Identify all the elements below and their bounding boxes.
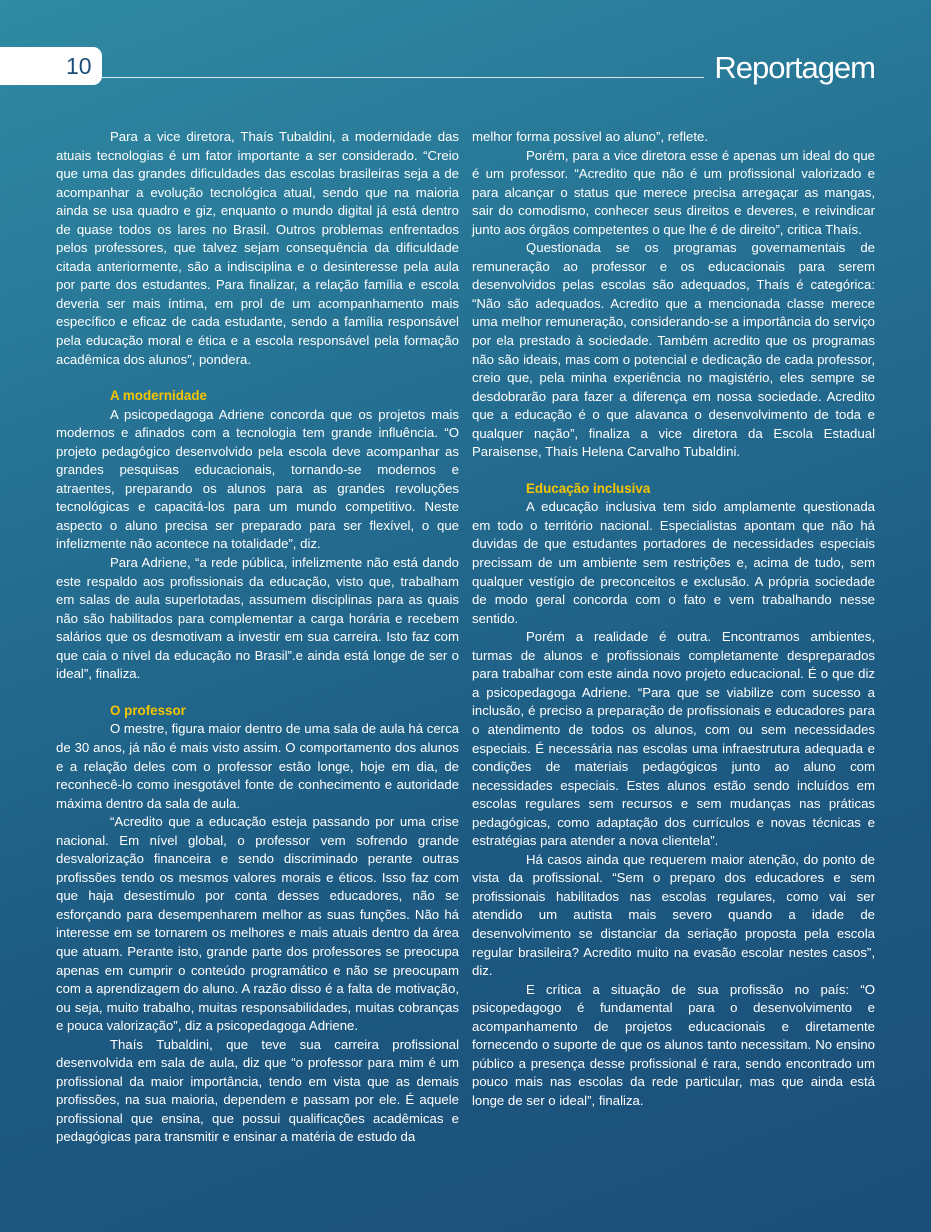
modernidade-paragraph-2: Para Adriene, “a rede pública, infelizmente não está dando este respaldo aos profissionais da educação, visto que, trabalham em salas de aula superlotadas, assumem disciplinas para as quais não são habilitados para complementar a carga horária e recebem salários que os desmotivam a investir em sua carreira. Isto faz com que caia o nível da educação no Brasil”.e ainda está longe de ser o ideal”, finaliza. [56, 555, 459, 682]
vice-director-paragraph-2: Questionada se os programas governamentais de remuneração ao professor e os educacionais para serem desenvolvidos pelas escolas são adequados, Thaís é categórica: “Não são adequados. Acredito que a mencionada classe merece uma melhor remuneração, considerando-se a importância do serviço por ela prestado à sociedade. Também acredito que os programas não são ideais, mas com o potencial e dedicação de cada professor, creio que, pela minha experiência no magistério, eles sempre se desdobrarão para fazer a diferença em nossa sociedade. Acredito que a educação é o que alavanca o desenvolvimento de toda e qualquer nação”, finaliza a vice diretora da Escola Estadual Paraisense, Thaís Helena Carvalho Tubaldini. [472, 240, 875, 460]
heading-modernidade: A modernidade [110, 388, 207, 404]
inclusiva-paragraph-3: Há casos ainda que requerem maior atenção, do ponto de vista da profissional. “Sem o preparo dos educadores e sem profissionais habilitados nas escolas regulares, como vai ser atendido um autista mais severo quando a idade de desenvolvimento se distanciar da seriação proposta pela escola regular brasileira? Acredito muito na evasão escolar nestes casos”, diz. [472, 851, 875, 979]
inclusiva-paragraph-1: A educação inclusiva tem sido amplamente questionada em todo o território nacional. Especialistas apontam que não há duvidas de que estudantes portadores de necessidades especiais precissam de um ambiente sem restrições e, acima de tudo, sem qualquer vestígio de preconceitos e exclusão. A própria sociedade de modo geral concorda com o fato e vem trabalhando nesse sentido. [472, 499, 875, 626]
inclusiva-paragraph-4: E crítica a situação de sua profissão no país: “O psicopedagogo é fundamental para o desenvolvimento e acompanhamento de projetos educacionais e diretamente fornecendo o suporte de que os alunos tanto necessitam. No ensino público a presença desse profissional é rara, sendo encontrado um pouco mais nas escolas da rede particular, mas que ainda está longe de ser o ideal”, finaliza. [472, 981, 875, 1108]
vice-director-paragraph-1: Porém, para a vice diretora esse é apenas um ideal do que é um professor. “Acredito que não é um profissional valorizado e para alcançar o status que merece precisa arregaçar as mangas, sair do comodismo, conhecer seus direitos e deveres, e reivindicar junto aos órgãos competentes o que lhe é de direito”, critica Thaís. [472, 147, 875, 237]
intro-paragraph: Para a vice diretora, Thaís Tubaldini, a modernidade das atuais tecnologias é um fator importante a ser considerado. “Creio que uma das grandes dificuldades das escolas brasileiras seja a de acompanhar a evolução tecnológica atual, sendo que na maioria ainda se usa quadro e giz, enquanto o mundo digital já está dentro de quase todos os lares no Brasil. Outros problemas enfrentados pelos professores, que talvez sejam consequência da dificuldade citada anteriormente, são a indisciplina e o desinteresse pela aula por parte dos estudantes. Para finalizar, a relação família e escola deveria ser mais íntima, em prol de um acompanhamento mais específico e eficaz de cada estudante, sendo a família responsável pela educação moral e ética e a escola responsável pela formação acadêmica dos alunos”, pondera. [56, 129, 459, 367]
article-right-column [472, 128, 875, 1110]
inclusiva-paragraph-2: Porém a realidade é outra. Encontramos ambientes, turmas de alunos e profissionais completamente despreparados para trabalhar com este ainda novo projeto educacional. É o que diz a psicopedagoga Adriene. “Para que se viabilize com sucesso a inclusão, é preciso a preparação de profissionais e educadores para o atendimento de todos os alunos, com ou sem necessidades especiais. É necessária nas escolas uma infraestrutura adequada e condições de materiais pedagógicos junto ao aluno com necessidades especiais. Estes alunos estão sendo incluídos em escolas regulares sem recursos e sem mudanças nas práticas pedagógicas, como adaptação dos currículos e novas técnicas e estratégias para atender a nova clientela”. [472, 629, 875, 849]
modernidade-paragraph-1: A psicopedagoga Adriene concorda que os projetos mais modernos e afinados com a tecnologia tem grande influência. “O projeto pedagógico desenvolvido pela escola deve acompanhar as grandes pesquisas educacionais, tornando-se modernos e atraentes, preparando os alunos para as grandes revoluções tecnológicas e capacitá-los para um mundo competitivo. Neste aspecto o aluno precisa ser preparado para ser flexível, o que infelizmente não acontece na totalidade”, diz. [56, 406, 459, 552]
article-left-column [56, 128, 459, 1147]
page-number: 10 [66, 53, 92, 79]
continuation-paragraph: melhor forma possível ao aluno”, reflete. [472, 129, 709, 144]
professor-paragraph-3: Thaís Tubaldini, que teve sua carreira profissional desenvolvida em sala de aula, diz que “o professor para mim é um profissional da maior importância, tendo em vista que as demais profissões, na sua maioria, dependem e passam por ele. É aquele profissional que ensina, que possui qualificações acadêmicas e pedagógicas para transmitir e ensinar a matéria de estudo da [56, 1036, 459, 1145]
section-title: Reportagem [714, 50, 875, 85]
heading-educacao-inclusiva: Educação inclusiva [526, 480, 651, 496]
professor-paragraph-1: O mestre, figura maior dentro de uma sala de aula há cerca de 30 anos, já não é mais visto assim. O comportamento dos alunos e a relação deles com o professor estão longe, hoje em dia, de reconhecê-lo como inesgotável fonte de conhecimento e autoridade máxima dentro da sala de aula. [56, 721, 459, 811]
professor-paragraph-2: “Acredito que a educação esteja passando por uma crise nacional. Em nível global, o professor vem sofrendo grande desvalorização financeira e sendo discriminado perante outras profissões tendo os mesmos valores morais e éticos. Isso faz com que haja desestímulo por conta desses educadores, não se esforçando para desempenharem melhor as suas funções. Não há interesse em se tornarem os melhores e mais atuais dentro da área que atuam. Perante isto, grande parte dos professores se preocupa apenas em cumprir o conteúdo programático e não se preocupam com a aprendizagem do aluno. A razão disso é a falta de motivação, ou seja, muito trabalho, muitas responsabilidades, muitas cobranças e pouca valorização”, diz a psicopedagoga Adriene. [56, 814, 459, 1034]
header-divider [102, 77, 704, 78]
heading-professor: O professor [110, 702, 186, 718]
